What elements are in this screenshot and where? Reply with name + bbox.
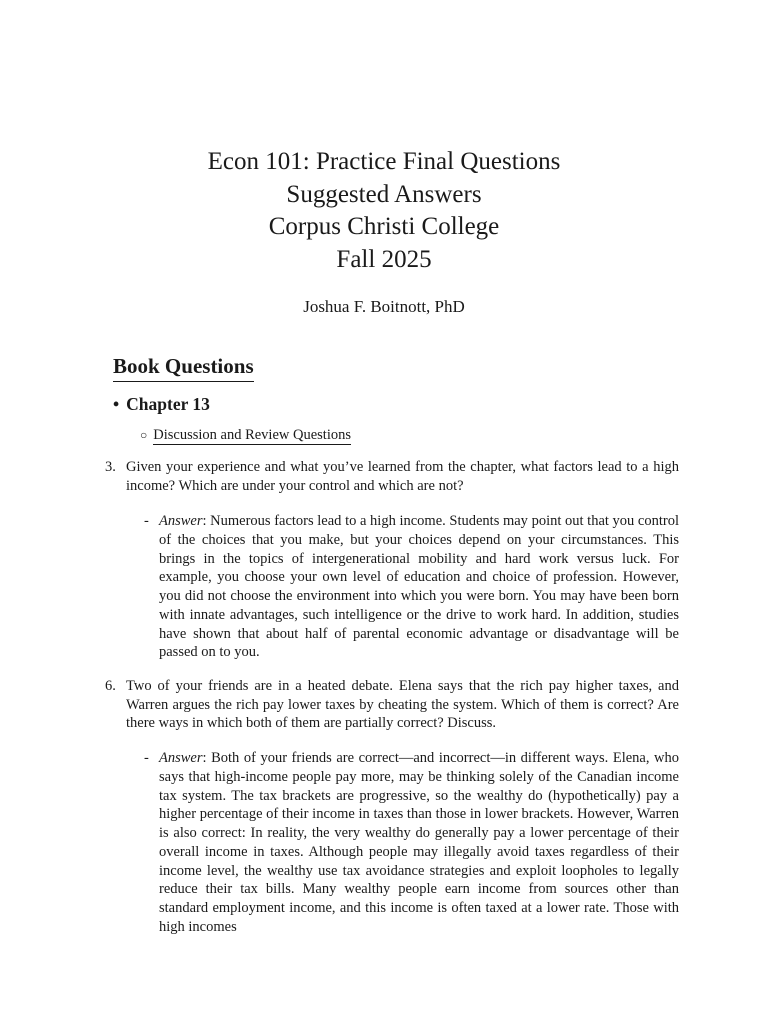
bullet-icon: • <box>113 394 120 414</box>
question-number: 6. <box>105 678 116 694</box>
chapter-heading <box>113 394 210 415</box>
document-title <box>0 146 768 276</box>
chapter-label: Chapter 13 <box>126 394 210 414</box>
answer-text: : Numerous factors lead to a high income. Students may point out that you control of the choices that you make, but your choices depend on your circumstances. This brings in the topics of intergenerational mobility and hard work versus luck. For example, you choose your own level of education and choice of profession. However, you did not choose the environment into which you were born. You may have been born with innate advantages, such intelligence or the drive to work hard. In addition, studies have shown that about half of parental economic advantage or disadvantage will be passed on to you. <box>159 513 679 661</box>
question-text: Given your experience and what you’ve learned from the chapter, what factors lead to a high income? Which are under your control and which are not? <box>126 459 679 494</box>
title-line-term: Fall 2025 <box>336 245 432 273</box>
title-line-subtitle: Suggested Answers <box>286 180 482 208</box>
answer-text-block <box>159 512 679 662</box>
author-name: Joshua F. Boitnott, PhD <box>303 297 465 316</box>
question-number: 3. <box>105 459 116 475</box>
answer-dash: - <box>144 513 149 529</box>
title-line-course: Econ 101: Practice Final Questions <box>207 148 561 175</box>
question-item <box>105 677 679 733</box>
answer-item <box>144 512 679 662</box>
question-text: Two of your friends are in a heated debate. Elena says that the rich pay higher taxes, and Warren argues the rich pay lower taxes by cheating the system. Which of them is correct? Are there ways in which both of them are partially correct? Discuss. <box>126 678 679 732</box>
answer-label: Answer <box>159 513 203 529</box>
section-heading: Book Questions <box>113 354 254 382</box>
subsection-heading <box>140 427 351 444</box>
answer-text: : Both of your friends are correct—and incorrect—in different ways. Elena, who says that high-income people pay more, may be thinking solely of the Canadian income tax system. The tax brackets are progressive, so the wealthy do (hypothetically) pay a higher percentage of their income in taxes than those in lower brackets. However, Warren is also correct: In reality, the very wealthy do generally pay a lower percentage of their overall income in taxes. Although people may illegally avoid taxes regardless of their income level, the wealthy use tax avoidance strategies and exploit loopholes to legally reduce their tax bills. Many wealthy people earn income from sources other than standard employment income, and this income is often taxed at a lower rate. Those with high incomes <box>159 750 679 935</box>
answer-text-block <box>159 749 679 937</box>
title-line-college: Corpus Christi College <box>268 213 500 240</box>
question-item <box>105 458 679 495</box>
answer-item <box>144 749 679 937</box>
answer-label: Answer <box>159 750 203 766</box>
circle-bullet-icon: ○ <box>140 428 148 442</box>
answer-dash: - <box>144 750 149 766</box>
subsection-label: Discussion and Review Questions <box>153 427 351 443</box>
